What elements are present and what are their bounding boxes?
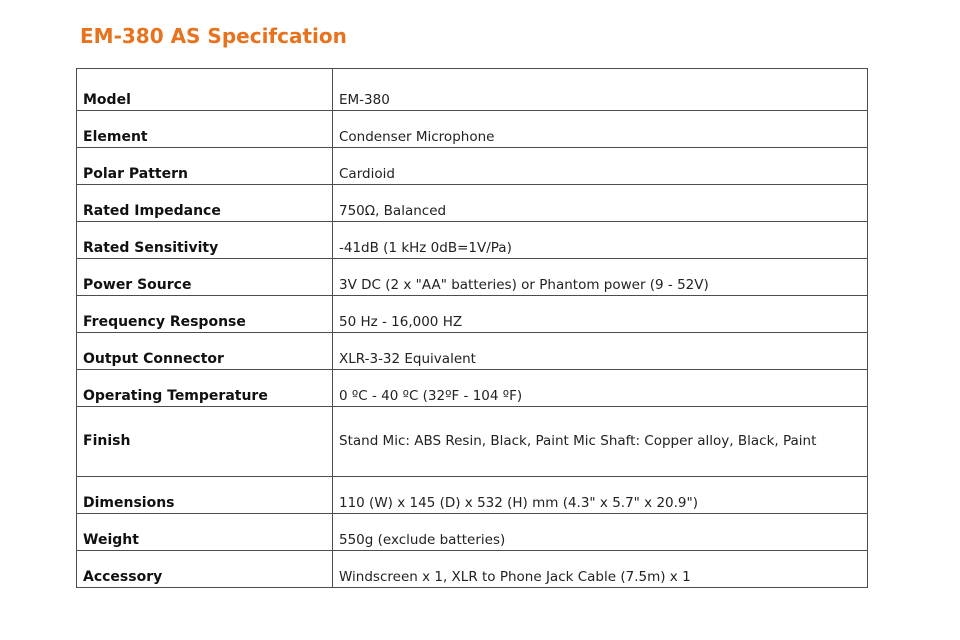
spec-value: Condenser Microphone	[333, 111, 868, 148]
spec-label: Operating Temperature	[77, 370, 333, 407]
spec-value: 50 Hz - 16,000 HZ	[333, 296, 868, 333]
spec-label: Frequency Response	[77, 296, 333, 333]
spec-label: Power Source	[77, 259, 333, 296]
spec-value: 3V DC (2 x "AA" batteries) or Phantom power (9 - 52V)	[333, 259, 868, 296]
spec-row-power-source	[77, 259, 868, 296]
spec-label: Output Connector	[77, 333, 333, 370]
spec-row-output-connector	[77, 333, 868, 370]
spec-value: 0 ºC - 40 ºC (32ºF - 104 ºF)	[333, 370, 868, 407]
spec-row-dimensions	[77, 477, 868, 514]
spec-row-finish	[77, 407, 868, 477]
spec-value: Windscreen x 1, XLR to Phone Jack Cable (7.5m) x 1	[333, 551, 868, 588]
spec-row-rated-sensitivity	[77, 222, 868, 259]
spec-label: Rated Impedance	[77, 185, 333, 222]
spec-table	[76, 68, 868, 588]
spec-value: 750Ω, Balanced	[333, 185, 868, 222]
spec-value: -41dB (1 kHz 0dB=1V/Pa)	[333, 222, 868, 259]
spec-row-weight	[77, 514, 868, 551]
spec-label: Model	[77, 69, 333, 111]
page-title: EM-380 AS Specifcation	[80, 24, 347, 48]
spec-label: Weight	[77, 514, 333, 551]
spec-row-polar-pattern	[77, 148, 868, 185]
spec-row-element	[77, 111, 868, 148]
spec-label: Accessory	[77, 551, 333, 588]
spec-label: Polar Pattern	[77, 148, 333, 185]
spec-row-frequency-response	[77, 296, 868, 333]
spec-row-operating-temperature	[77, 370, 868, 407]
spec-row-model	[77, 69, 868, 111]
spec-value: EM-380	[333, 69, 868, 111]
spec-label: Finish	[77, 407, 333, 477]
spec-value: 110 (W) x 145 (D) x 532 (H) mm (4.3" x 5.7" x 20.9")	[333, 477, 868, 514]
spec-row-accessory	[77, 551, 868, 588]
spec-value: Cardioid	[333, 148, 868, 185]
spec-label: Element	[77, 111, 333, 148]
spec-value: 550g (exclude batteries)	[333, 514, 868, 551]
spec-label: Rated Sensitivity	[77, 222, 333, 259]
spec-label: Dimensions	[77, 477, 333, 514]
spec-value: Stand Mic: ABS Resin, Black, Paint Mic Shaft: Copper alloy, Black, Paint	[333, 407, 868, 477]
spec-row-rated-impedance	[77, 185, 868, 222]
spec-value: XLR-3-32 Equivalent	[333, 333, 868, 370]
